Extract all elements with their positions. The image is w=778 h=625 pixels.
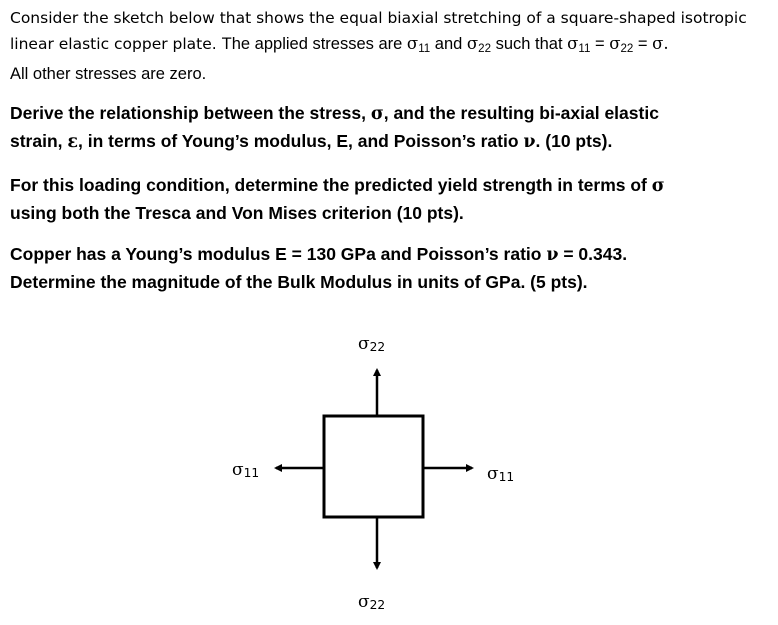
copper-plate-square — [324, 416, 423, 517]
intro-line-3: All other stresses are zero. — [10, 65, 207, 83]
question-3-line-1: Copper has a Young’s modulus E = 130 GPa and Poisson’s ratio ν = 0.343. — [10, 244, 628, 265]
intro-line-2-part-a: linear elastic copper plate. — [10, 35, 222, 53]
label-sigma22-top: $\sigma_{22}$ — [358, 334, 386, 354]
intro-line-2-stress-text: The applied stresses are $\sigma_{11}$ and $\sigma_{22}$ such that $\sigma_{11} = \sigma_{22} = \sigma$. — [221, 34, 669, 55]
intro-line-1: Consider the sketch below that shows the equal biaxial stretching of a square-shaped isotropic — [10, 9, 747, 27]
label-sigma11-left: $\sigma_{11}$ — [232, 460, 260, 480]
question-1-line-1: Derive the relationship between the stress, σ, and the resulting bi-axial elastic — [10, 103, 659, 124]
question-3 — [10, 241, 768, 296]
question-2-line-2: using both the Tresca and Von Mises criterion (10 pts). — [10, 203, 464, 223]
question-2-line-1: For this loading condition, determine the predicted yield strength in terms of σ — [10, 175, 665, 196]
question-1 — [10, 100, 768, 156]
intro-line-2 — [10, 31, 768, 62]
question-2 — [10, 172, 768, 227]
label-sigma22-bottom: $\sigma_{22}$ — [358, 592, 386, 612]
label-sigma11-right: $\sigma_{11}$ — [487, 464, 515, 484]
question-1-line-2: strain, ε, in terms of Young’s modulus, E, and Poisson’s ratio ν. (10 pts). — [10, 131, 613, 152]
problem-intro — [10, 6, 768, 87]
question-3-line-2: Determine the magnitude of the Bulk Modulus in units of GPa. (5 pts). — [10, 272, 588, 292]
